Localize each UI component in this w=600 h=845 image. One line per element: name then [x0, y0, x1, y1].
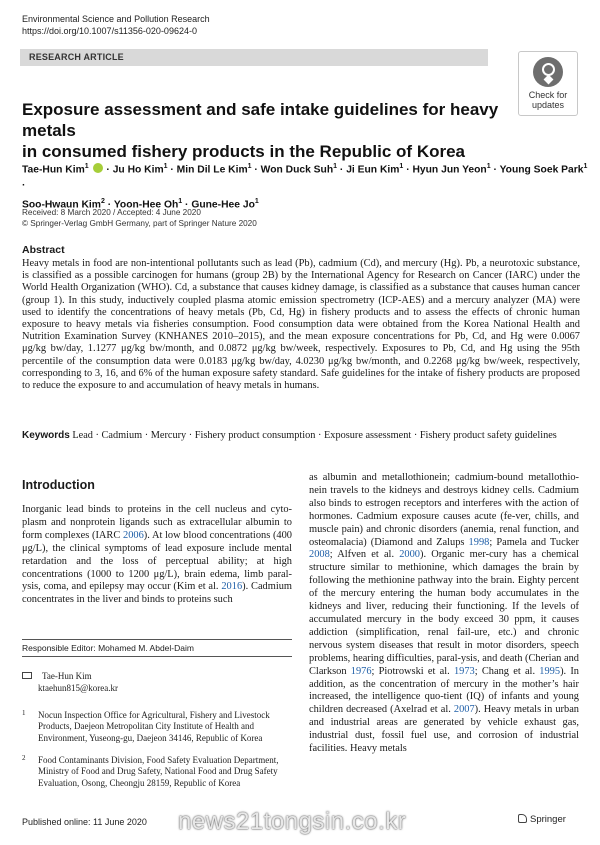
citation-link[interactable]: 2000 [399, 549, 420, 561]
introduction-column-right: as albumin and metallothionein; cadmium-bound metallothio-nein travels to the kidneys and destroys kidney cells. Cadmium also binds to estrogen receptors and interferes with the action of hormones. Cadmium exposure causes acute (fe-ver, chills, and muscle pain) and chronic disorders (anemia, renal function, and osteomalacia) (Diamond and Zalups 1998; Pamela and Tucker 2008; Alfven et al. 2000). Organic mer-cury has a chemical structure similar to methionine, which damages the brain by following the methionine pathway into the brain. Eighty percent of the mercury entering the human body accumulates in the kidneys and liver, reducing their functioning. If the levels of accumulated mercury in the body exceed 30 ppm, it causes addiction (simplification, renal fail-ure, etc.) and chronic nervous system diseases that result in motor disorders, speech problems, hearing difficulties, paral-ysis, and death (Cherian and Clarkson 1976; Piotrowski et al. 1973; Chang et al. 1995). In addition, as the concentration of mercury in the mother’s hair increased, the intelligence quo-tient (IQ) of infants and young children decreased (Axelrad et al. 2007). Heavy metals in urban and industrial areas are generated by vehicle exhaust gas, industrial dust, fossil fuel use, and corrosion of industrial facilities. Heavy metals [309, 472, 580, 755]
author-name[interactable]: Gune-Hee Jo [191, 199, 255, 211]
published-online: Published online: 11 June 2020 [22, 817, 147, 827]
affiliation: 2 Food Contaminants Division, Food Safety Evaluation Department, Ministry of Food and Drug Safety, National Food and Drug Safety Evaluation, Osong, Cheongju 28159, Republic of Korea [22, 754, 279, 788]
citation-link[interactable]: 2006 [123, 529, 144, 541]
article-type-band [20, 49, 488, 66]
author-name[interactable]: Yoon-Hee Oh [113, 199, 179, 211]
keywords-list: Lead · Cadmium · Mercury · Fishery product consumption · Exposure assessment · Fishery product safety guidelines [72, 430, 557, 441]
author-list: Tae-Hun Kim$^1$ · Ju Ho Kim$^1$ · Min Dil Le Kim$^1$ · Won Duck Suh$^1$ · Ji Eun Kim$^1$ · Hyun Jun Yeon$^1$ · Young Soek Park$^1$ · Soo-Hwaun Kim$^2$ · Yoon-Hee $Oh^1$ · Gune-Hee Jo$^1$ [22, 163, 588, 211]
citation-link[interactable]: 1976 [350, 665, 372, 677]
copyright-notice: © Springer-Verlag GmbH Germany, part of Springer Nature 2020 [22, 219, 257, 228]
introduction-column-left: Inorganic lead binds to proteins in the cell nucleus and cyto-plasm and nonprotein ligands such as extracellular albumin to form complexes (IARC 2006). At low blood concentrations (400 μg/L), the clinical symptoms of lead exposure include mental retardation and the loss of perceptual ability; at high concentrations (1000 to 1200 μg/L), brain edema, limb paral-ysis, coma, and epilepsy may occur (Kim et al. 2016). Cadmium concentrates in the liver and binds to proteins such [22, 504, 293, 606]
citation-link[interactable]: 1998 [468, 536, 490, 548]
citation-link[interactable]: 1995 [539, 665, 561, 677]
author-name[interactable]: Hyun Jun Yeon [412, 164, 487, 176]
corresponding-author: Tae-Hun Kim [42, 671, 92, 681]
author-name[interactable]: Min Dil Le Kim [176, 164, 248, 176]
publisher-logo: Springer [518, 814, 566, 825]
received-accepted: Received: 8 March 2020 / Accepted: 4 June 2020 [22, 208, 201, 217]
author-name[interactable]: Young Soek Park [499, 164, 584, 176]
divider [22, 639, 292, 640]
author-name[interactable]: Soo-Hwaun Kim [22, 199, 101, 211]
citation-link[interactable]: 2016 [221, 581, 243, 593]
author-name[interactable]: Ju Ho Kim [112, 164, 164, 176]
abstract-text: Heavy metals in food are non-intentional pollutants such as lead (Pb), cadmium (Cd), and mercury (Hg). Pb, a neurotoxic substance, is classified as a possible carcinogen for humans (group 2B) by the International Agency for Research on Cancer (IARC) under the World Health Organization (WHO). Cd, a substance that causes kidney damage, is classified as a substance that causes human cancer (group 1). In this study, inductively coupled plasma atomic emission spectrometry (ICP-AES) and a mercury analyzer (MA) were used to identify the concentrations of heavy metals (Pb, Cd, Hg) in fishery products and to assess the effects of chronic human exposure to heavy metals via fisheries consumption. Food consumption data were obtained from the Korea National Health and Nutrition Examination Survey (KNHANES 2010–2015), and the mean exposure concentrations for Pb, Cd, and Hg were 0.0067 μg/kg bw/day, 1.1277 μg/kg bw/month, and 0.0872 μg/kg bw/week, respectively. Exposures to Pb, Cd, and Hg using the 95th percentile of the consumption data were 0.0183 μg/kg bw/day, 4.0230 μg/kg bw/month, and 0.2268 μg/kg bw/week, respectively, corresponding to 3, 16, and 6% of the human exposure safety standard. Safe guidelines for the intake of fishery products are proposed to reduce the exposure to and accumulation of heavy metals in humans. [22, 258, 580, 392]
author-name[interactable]: Ji Eun Kim [346, 164, 400, 176]
affiliation: 1 Nocun Inspection Office for Agricultural, Fishery and Livestock Products, Daejeon Metropolitan City Institute of Health and Environment, Yuseong-gu, Daejeon 34146, Republic of Korea [22, 709, 270, 743]
orcid-icon[interactable] [93, 163, 103, 173]
author-name[interactable]: Won Duck Suh [260, 164, 334, 176]
check-for-updates-label: Check for updates [528, 90, 568, 110]
introduction-heading: Introduction [22, 478, 95, 492]
check-for-updates-button[interactable] [518, 51, 578, 116]
correspondence [22, 671, 118, 694]
journal-doi[interactable]: https://doi.org/10.1007/s11356-020-09624-0 [22, 26, 197, 36]
corresponding-email[interactable]: ktaehun815@korea.kr [38, 682, 119, 693]
citation-link[interactable]: 1973 [453, 665, 475, 677]
author-name[interactable]: Tae-Hun Kim [22, 164, 85, 176]
abstract-heading: Abstract [22, 244, 65, 256]
envelope-icon [22, 672, 32, 679]
watermark: news21tongsin.co.kr [178, 808, 407, 835]
keywords-label: Keywords [22, 430, 70, 441]
citation-link[interactable]: 2007 [453, 704, 475, 716]
divider [22, 656, 292, 657]
journal-name: Environmental Science and Pollution Research [22, 14, 210, 24]
crossmark-icon [533, 57, 563, 87]
article-type: RESEARCH ARTICLE [29, 52, 124, 62]
citation-link[interactable]: 2008 [309, 549, 330, 561]
springer-horse-icon [518, 814, 527, 823]
journal-header [22, 13, 210, 37]
article-dates [22, 207, 257, 229]
responsible-editor: Responsible Editor: Mohamed M. Abdel-Daim [22, 643, 194, 653]
article-title: Exposure assessment and safe intake guidelines for heavy metals in consumed fishery products in the Republic of Korea [22, 100, 499, 161]
keywords [22, 430, 582, 442]
